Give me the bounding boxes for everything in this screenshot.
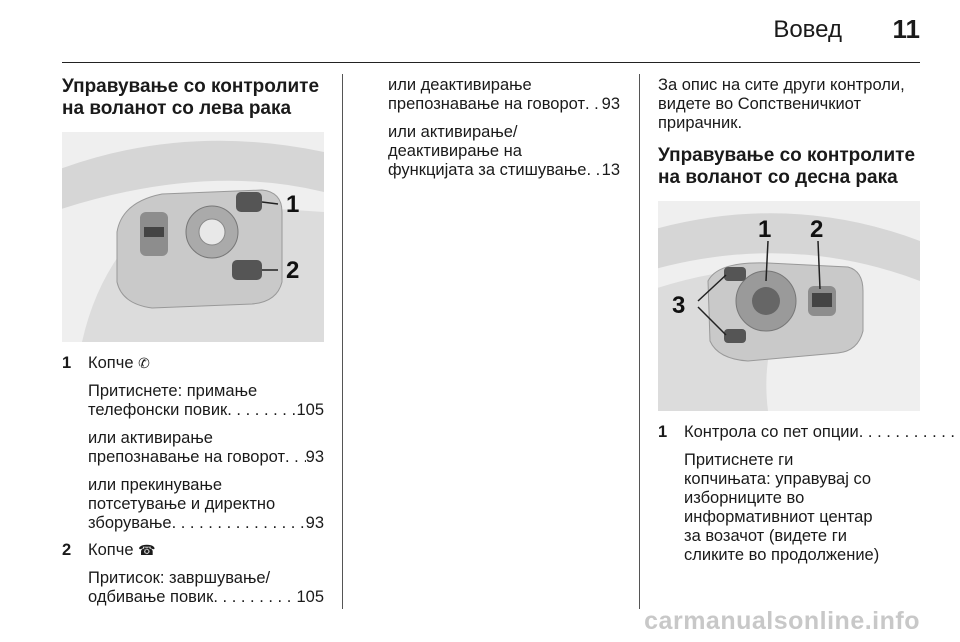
right-item-1-desc: Притиснете ги копчињата: управувај со изборниците во информативниот центар за возачот (видете ги сликите во продолжение) [684, 451, 880, 564]
right-item-1 [658, 423, 920, 442]
item-number: 1 [62, 354, 72, 372]
left-item-2 [62, 541, 324, 560]
right-heading: Управување со контролите на воланот со десна рака [658, 145, 916, 188]
item-label: Копче [88, 541, 139, 559]
left-item-2-para-1: Притисок: завршување/ одбивање повик . . . 105 [88, 569, 324, 607]
right-column [658, 76, 920, 565]
voice-icon: ✆ [138, 355, 150, 371]
page-ref: 105 [296, 588, 324, 606]
watermark: carmanualsonline.info [644, 607, 920, 635]
left-item-1-para-1: Притиснете: примање телефонски повик . . . 105 [88, 382, 324, 420]
page-ref: 93 [601, 95, 620, 113]
item-number: 2 [62, 541, 72, 559]
middle-para-1: или деактивирање препознавање на говорот . . . 93 [388, 76, 620, 114]
steering-wheel-left-image [62, 132, 324, 342]
right-intro: За опис на сите други контроли, видете во Сопственичкиот прирачник. [658, 76, 905, 132]
column-divider-1 [342, 74, 343, 609]
page-ref: 105 [296, 401, 324, 419]
callout-2: 2 [810, 216, 824, 243]
left-heading: Управување со контролите на воланот со лева рака [62, 76, 320, 119]
left-item-1 [62, 354, 324, 373]
left-column [62, 76, 324, 607]
page-ref: 13 [601, 161, 620, 179]
callout-1: 1 [758, 216, 772, 243]
callout-3: 3 [672, 292, 686, 319]
middle-para-2: или активирање/ деактивирање на функцијата за стишување . . . 13 [388, 123, 620, 180]
column-divider-2 [639, 74, 640, 609]
hang-up-icon: ☎ [138, 542, 156, 558]
item-number: 1 [658, 423, 668, 441]
item-label: Копче [88, 354, 139, 372]
callout-2: 2 [286, 257, 300, 284]
page-header [0, 0, 960, 66]
header-rule [62, 62, 920, 63]
callout-1: 1 [286, 191, 300, 218]
item-label: Контрола со пет опции [684, 423, 859, 441]
page-number: 11 [892, 14, 920, 44]
middle-column [388, 76, 620, 180]
steering-wheel-right-image [658, 201, 920, 411]
page-ref: 93 [305, 448, 324, 466]
left-item-1-para-2: или активирање препознавање на говорот . . . 93 [88, 429, 324, 467]
steering-wheel-left-illustration [62, 132, 324, 342]
steering-wheel-right-illustration [658, 201, 920, 411]
page-ref: 93 [305, 514, 324, 532]
page-title: Вовед [773, 16, 842, 43]
left-item-1-para-3: или прекинување потсетување и директно зборување . . . 93 [88, 476, 324, 533]
